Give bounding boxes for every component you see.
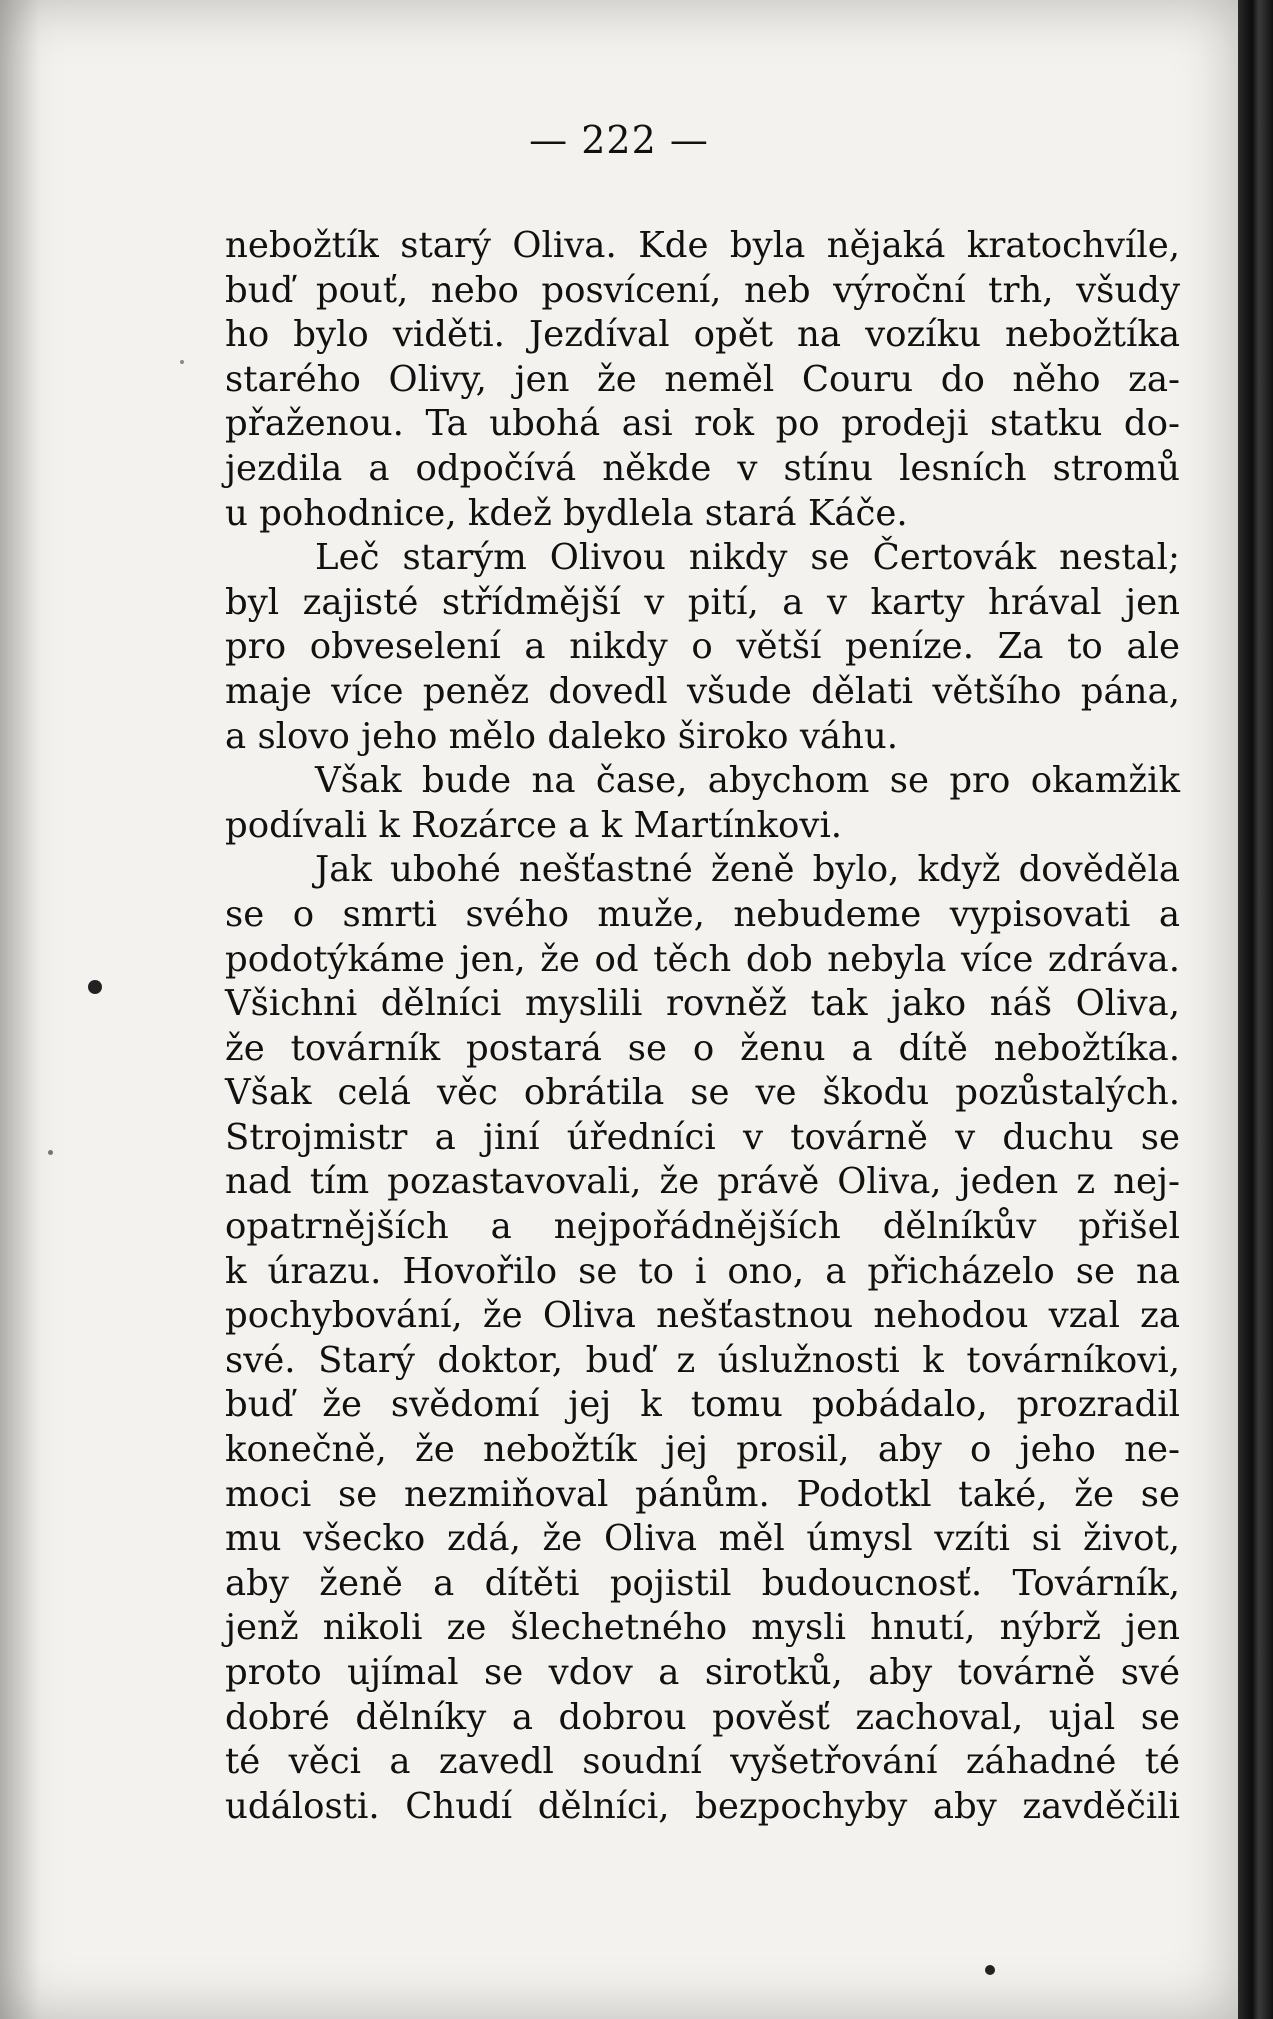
text-line: jenž nikoli ze šlechetného mysli hnutí, nýbrž jen	[225, 1607, 1180, 1649]
text-line: Leč starým Olivou nikdy se Čertovák nestal;	[315, 537, 1180, 579]
text-line: konečně, že nebožtík jej prosil, aby o jeho ne-	[225, 1429, 1180, 1471]
ink-speck	[48, 1150, 53, 1155]
text-line: se o smrti svého muže, nebudeme vypisovati a	[225, 893, 1180, 935]
text-line: pochybování, že Oliva nešťastnou nehodou vzal za	[225, 1295, 1180, 1337]
text-line: mu všecko zdá, že Oliva měl úmysl vzíti si život,	[225, 1518, 1180, 1560]
text-line: a slovo jeho mělo daleko široko váhu.	[225, 715, 899, 757]
text-line: své. Starý doktor, buď z úslužnosti k továrníkovi,	[225, 1339, 1180, 1381]
text-line: opatrnějších a nejpořádnějších dělníkův přišel	[225, 1206, 1180, 1248]
text-line: nebožtík starý Oliva. Kde byla nějaká kratochvíle,	[225, 225, 1180, 266]
page-number: — 222 —	[529, 118, 709, 162]
ink-speck	[88, 980, 102, 994]
text-line: moci se nezmiňoval pánům. Podotkl také, že se	[225, 1473, 1180, 1515]
text-line: podívali k Rozárce a k Martínkovi.	[225, 804, 843, 846]
text-line: Strojmistr a jiní úředníci v továrně v duchu se	[225, 1116, 1180, 1158]
text-line: starého Olivy, jen že neměl Couru do něho za-	[225, 358, 1180, 400]
text-line: proto ujímal se vdov a sirotků, aby továrně své	[225, 1652, 1180, 1693]
text-line: Jak ubohé nešťastné ženě bylo, když dověděla	[315, 849, 1180, 891]
text-line: nad tím pozastavovali, že právě Oliva, jeden z nej-	[225, 1161, 1180, 1203]
text-line: té věci a zavedl soudní vyšetřování záhadné té	[225, 1741, 1180, 1783]
text-line: aby ženě a dítěti pojistil budoucnosť. Továrník,	[225, 1562, 1180, 1604]
text-line: byl zajisté střídmější v pití, a v karty hrával jen	[225, 581, 1180, 623]
ink-speck	[180, 360, 184, 364]
text-line: že továrník postará se o ženu a dítě nebožtíka.	[225, 1027, 1180, 1069]
text-line: buď že svědomí jej k tomu pobádalo, prozradil	[225, 1384, 1180, 1426]
text-line: pro obveselení a nikdy o větší peníze. Za to ale	[225, 626, 1180, 668]
text-line: přaženou. Ta ubohá asi rok po prodeji statku do-	[225, 403, 1180, 445]
text-line: jezdila a odpočívá někde v stínu lesních stromů	[225, 447, 1180, 489]
text-line: události. Chudí dělníci, bezpochyby aby zavděčili	[225, 1785, 1180, 1827]
ink-speck	[985, 1965, 995, 1975]
text-line: Však bude na čase, abychom se pro okamžik	[315, 760, 1180, 802]
body-text	[225, 224, 1180, 1829]
binding-edge	[1238, 0, 1273, 2019]
text-line: buď pouť, nebo posvícení, neb výroční trh, všudy	[225, 269, 1180, 311]
text-line: Však celá věc obrátila se ve škodu pozůstalých.	[225, 1072, 1180, 1114]
text-line: maje více peněz dovedl všude dělati většího pána,	[225, 670, 1180, 712]
text-line: k úrazu. Hovořilo se to i ono, a přicházelo se na	[225, 1250, 1180, 1292]
text-line: dobré dělníky a dobrou pověsť zachoval, ujal se	[225, 1696, 1180, 1738]
text-line: Všichni dělníci myslili rovněž tak jako náš Oliva,	[225, 983, 1180, 1025]
text-line: ho bylo viděti. Jezdíval opět na vozíku nebožtíka	[225, 314, 1180, 356]
text-line: podotýkáme jen, že od těch dob nebyla více zdráva.	[225, 938, 1180, 980]
text-line: u pohodnice, kdež bydlela stará Káče.	[225, 492, 908, 534]
